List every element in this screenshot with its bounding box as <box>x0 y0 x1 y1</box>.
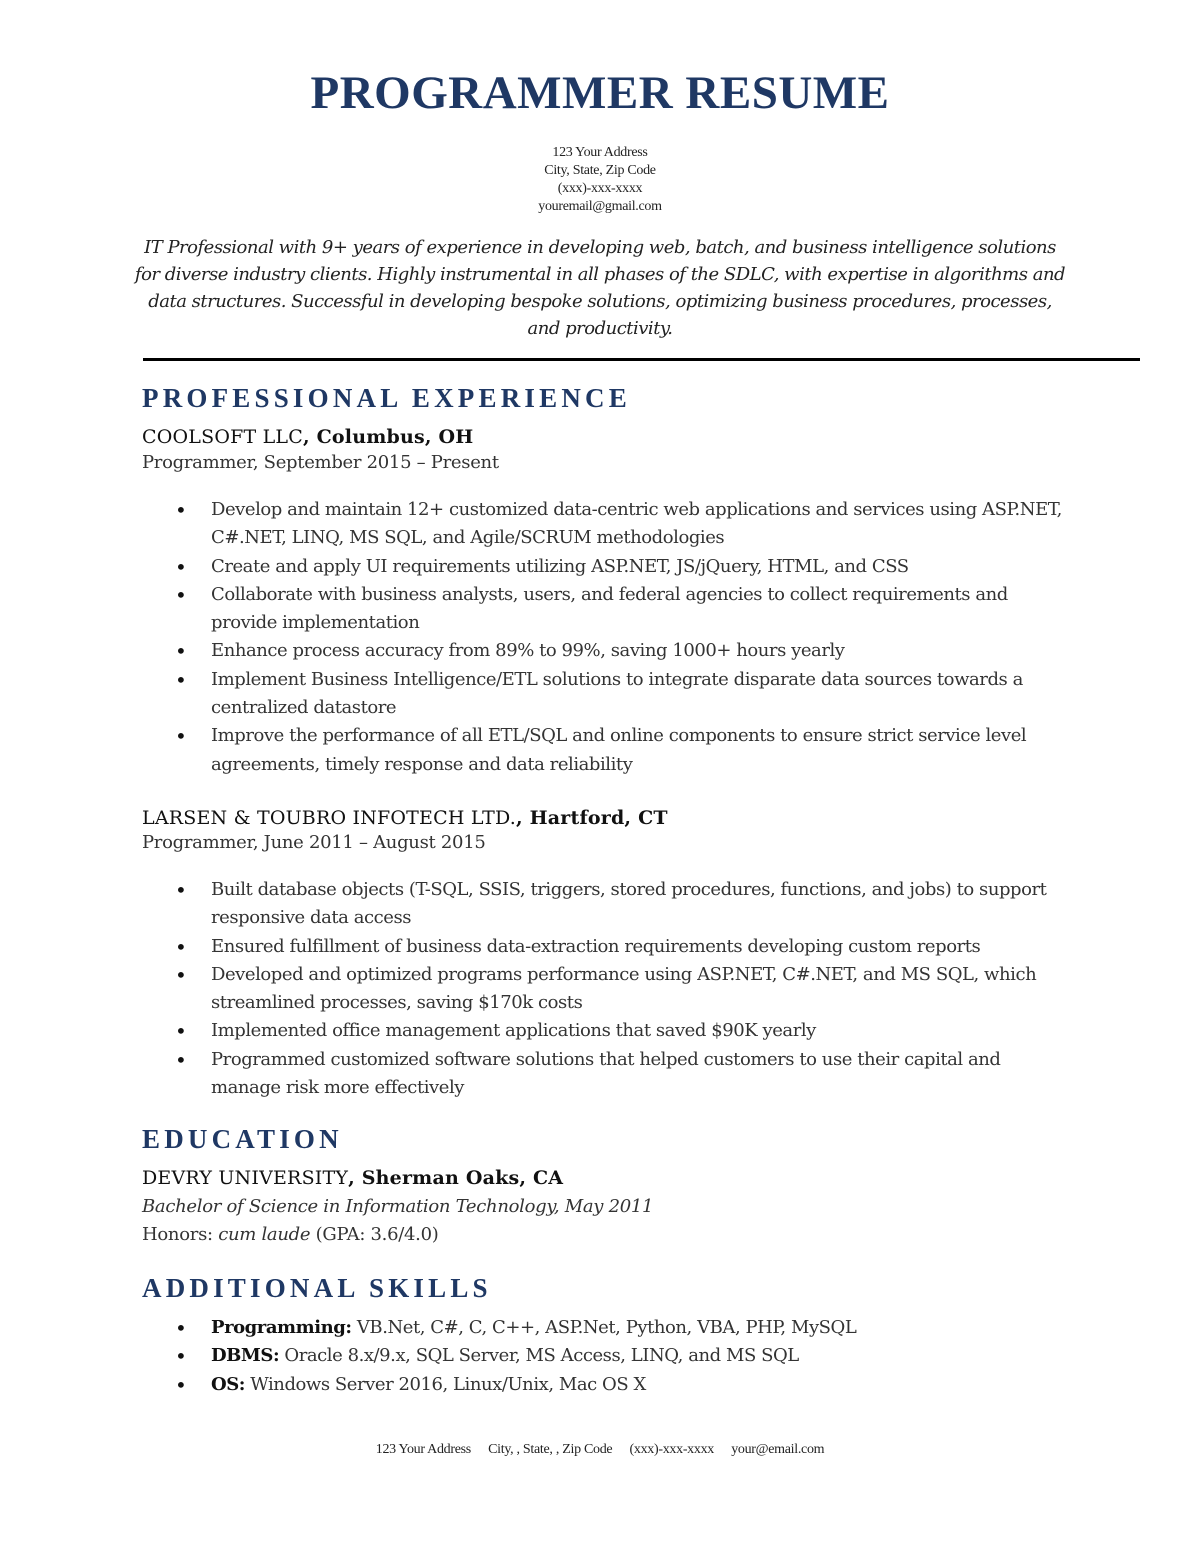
footer-address: 123 Your Address <box>375 1442 471 1457</box>
job-2-company: LARSEN & TOUBRO INFOTECH LTD. <box>142 807 517 829</box>
skill-value: Oracle 8.x/9.x, SQL Server, MS Access, LINQ, and MS SQL <box>279 1345 799 1367</box>
list-item: • Create and apply UI requirements utilizing ASP.NET, JS/jQuery, HTML, and CSS <box>142 553 1072 581</box>
footer-phone: (xxx)-xxx-xxxx <box>629 1442 714 1457</box>
job-2-location: , Hartford, CT <box>516 807 668 829</box>
skill-value: VB.Net, C#, C, C++, ASP.Net, Python, VBA, PHP, MySQL <box>351 1317 857 1338</box>
education-school-line <box>142 1167 563 1189</box>
header-divider <box>143 358 1140 361</box>
contact-block <box>0 144 1200 216</box>
honors-value: cum laude <box>218 1224 311 1245</box>
job-1-employer <box>142 426 473 448</box>
honors-gpa: (GPA: 3.6/4.0) <box>310 1224 439 1245</box>
skills-list <box>142 1314 1072 1399</box>
list-item: • Implement Business Intelligence/ETL solutions to integrate disparate data sources towards a centralized datastore <box>142 666 1072 723</box>
education-heading: EDUCATION <box>142 1124 343 1154</box>
honors-label: Honors: <box>142 1224 219 1245</box>
contact-city-state-zip: City, State, Zip Code <box>544 163 656 178</box>
list-item: • Develop and maintain 12+ customized data-centric web applications and services using ASP.NET, C#.NET, LINQ, MS SQL, and Agile/SCRUM methodologies <box>142 496 1072 553</box>
job-2-role: Programmer, June 2011 – August 2015 <box>142 832 486 853</box>
list-item: • Programmed customized software solutions that helped customers to use their capital and manage risk more effectively <box>142 1046 1072 1103</box>
list-item: • Developed and optimized programs performance using ASP.NET, C#.NET, and MS SQL, which streamlined processes, saving $170k costs <box>142 961 1072 1018</box>
skills-heading: ADDITIONAL SKILLS <box>142 1273 492 1303</box>
experience-heading: PROFESSIONAL EXPERIENCE <box>142 383 631 413</box>
professional-summary: IT Professional with 9+ years of experience in developing web, batch, and business intelligence solutions for diverse industry clients. Highly instrumental in all phases of the SDLC, with expertise in algorithms and data structures. Successful in developing bespoke solutions, optimizing business procedures, processes, and productivity. <box>134 237 1066 339</box>
skill-value: Windows Server 2016, Linux/Unix, Mac OS X <box>244 1373 646 1395</box>
list-item: • Built database objects (T-SQL, SSIS, triggers, stored procedures, functions, and jobs) to support responsive data access <box>142 876 1072 933</box>
job-1-bullets <box>142 496 1072 779</box>
list-item: • Ensured fulfillment of business data-extraction requirements developing custom reports <box>142 933 1072 961</box>
job-1-location: , Columbus, OH <box>302 426 474 448</box>
list-item <box>142 1314 1072 1342</box>
footer-city: City, , State, , Zip Code <box>488 1442 613 1457</box>
education-school: DEVRY UNIVERSITY <box>142 1167 349 1189</box>
education-degree: Bachelor of Science in Information Technology, May 2011 <box>142 1196 654 1217</box>
footer-email: your@email.com <box>731 1442 825 1457</box>
job-1-role: Programmer, September 2015 – Present <box>142 452 499 473</box>
skill-label: Programming: <box>211 1317 352 1338</box>
list-item: • Enhance process accuracy from 89% to 99%, saving 1000+ hours yearly <box>142 637 1072 665</box>
resume-title: PROGRAMMER RESUME <box>310 67 890 119</box>
job-2-employer <box>142 807 668 829</box>
education-honors <box>142 1224 438 1245</box>
list-item: • Implemented office management applications that saved $90K yearly <box>142 1017 1072 1045</box>
list-item <box>142 1342 1072 1370</box>
skill-label: OS: <box>211 1373 245 1395</box>
page-footer <box>0 1442 1200 1458</box>
list-item: • Collaborate with business analysts, users, and federal agencies to collect requirements and provide implementation <box>142 581 1072 638</box>
job-2-bullets <box>142 876 1072 1102</box>
contact-address: 123 Your Address <box>552 145 648 160</box>
education-location: , Sherman Oaks, CA <box>348 1167 564 1189</box>
list-item <box>142 1371 1072 1399</box>
skill-label: DBMS: <box>211 1345 280 1367</box>
contact-email: youremail@gmail.com <box>538 199 662 214</box>
job-1-company: COOLSOFT LLC <box>142 426 303 448</box>
list-item: • Improve the performance of all ETL/SQL and online components to ensure strict service level agreements, timely response and data reliability <box>142 722 1072 779</box>
contact-phone: (xxx)-xxx-xxxx <box>557 181 643 196</box>
